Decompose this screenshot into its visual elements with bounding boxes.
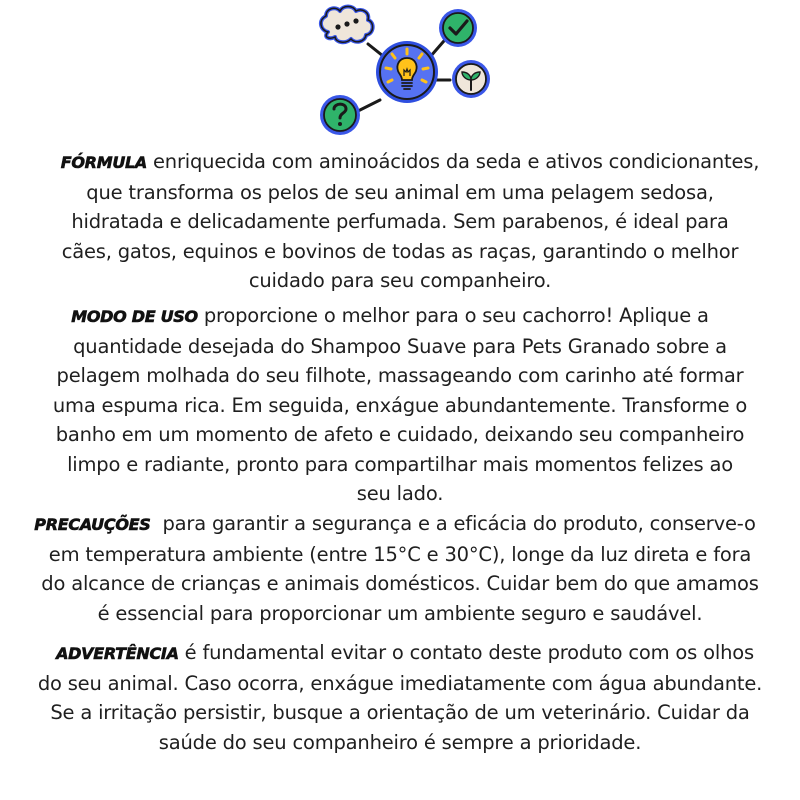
warning-section <box>0 638 800 757</box>
warning-label: ADVERTÊNCIA <box>56 644 179 663</box>
usage-text-line-2: quantidade desejada do Shampoo Suave para Pets Granado sobre a <box>73 334 727 358</box>
warning-text-line-3: Se a irritação persistir, busque a orientação de um veterinário. Cuidar da <box>50 701 750 724</box>
usage-label: MODO DE USO <box>71 307 198 326</box>
formula-text-line-2: que transforma os pelos de seu animal em uma pelagem sedosa, <box>86 180 714 204</box>
warning-text-line-2: do seu animal. Caso ocorra, enxágue imediatamente com água abundante. <box>37 671 763 695</box>
lightbulb-icon <box>376 41 438 103</box>
formula-text-line-5: cuidado para seu companheiro. <box>248 269 552 292</box>
usage-text-line-6: limpo e radiante, pronto para compartilhar mais momentos felizes ao <box>67 452 733 476</box>
precautions-text-line-3: do alcance de crianças e animais domésticos. Cuidar bem do que amamos <box>41 572 759 595</box>
formula-text-line-3: hidratada e delicadamente perfumada. Sem parabenos, é ideal para <box>71 210 729 233</box>
sprout-icon <box>452 60 490 98</box>
warning-text-line-1: é fundamental evitar o contato deste produto com os olhos <box>178 641 754 664</box>
precautions-label: PRECAUÇÕES <box>34 515 151 534</box>
usage-text-line-4: uma espuma rica. Em seguida, enxágue abundantemente. Transforme o <box>52 393 748 417</box>
usage-text-line-1: proporcione o melhor para o seu cachorro! Aplique a <box>197 304 709 327</box>
formula-text-line-1: enriquecida com aminoácidos da seda e ativos condicionantes, <box>147 150 760 173</box>
usage-text-line-3: pelagem molhada do seu filhote, massageando com carinho até formar <box>56 364 744 387</box>
formula-section <box>0 147 800 296</box>
formula-label: FÓRMULA <box>60 153 147 172</box>
precautions-section <box>0 509 800 628</box>
usage-text-line-7: seu lado. <box>356 482 444 505</box>
usage-paragraph <box>0 301 800 509</box>
question-mark-icon <box>320 95 360 135</box>
precautions-paragraph <box>0 509 800 628</box>
idea-network-illustration <box>310 2 500 138</box>
precautions-text-line-2: em temperatura ambiente (entre 15°C e 30°C), longe da luz direta e fora <box>48 542 752 566</box>
usage-text-line-5: banho em um momento de afeto e cuidado, deixando seu companheiro <box>55 423 745 446</box>
checkmark-icon <box>439 9 477 47</box>
warning-text-line-4: saúde do seu companheiro é sempre a prioridade. <box>158 730 642 754</box>
formula-paragraph <box>0 147 800 296</box>
precautions-text-line-1: para garantir a segurança e a eficácia do produto, conserve-o <box>150 512 756 535</box>
formula-text-line-4: cães, gatos, equinos e bovinos de todas as raças, garantindo o melhor <box>61 239 739 263</box>
warning-paragraph <box>0 638 800 757</box>
thought-cloud-icon <box>321 7 373 43</box>
precautions-text-line-4: é essencial para proporcionar um ambiente seguro e saudável. <box>97 601 703 625</box>
usage-section <box>0 301 800 509</box>
